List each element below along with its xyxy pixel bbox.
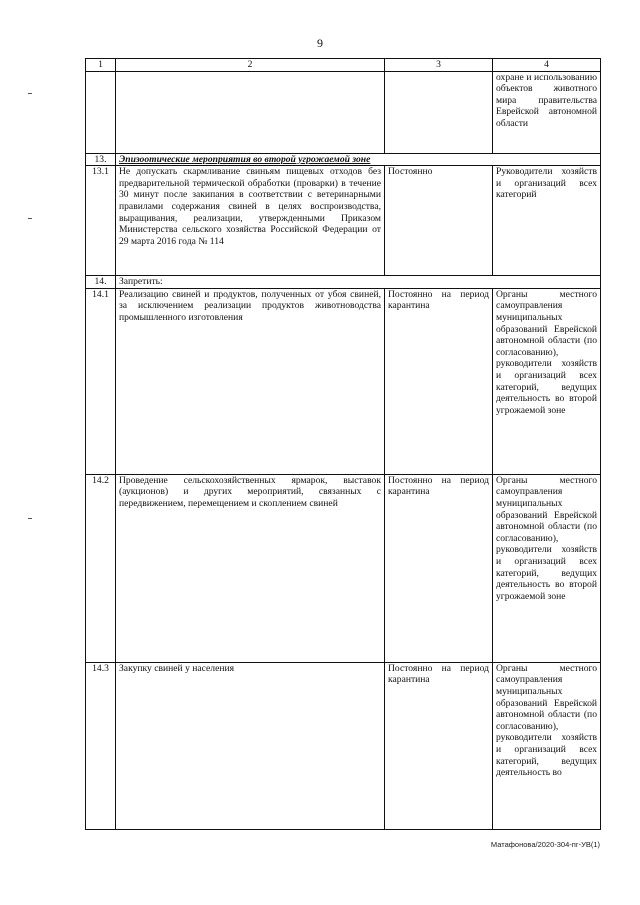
cell-term: Постоянно на период карантина	[385, 474, 493, 662]
cell-text: Закупку свиней у населения	[116, 662, 385, 829]
margin-mark	[28, 93, 32, 94]
table-header-row	[86, 59, 601, 72]
header-col-4: 4	[493, 59, 601, 72]
cell-responsible: Органы местного самоуправления муниципальных образований Еврейской автономной области (по согласованию), руководители хозяйств и организаций всех категорий, ведущих деятельность во второй угрожаемой зоне	[493, 474, 601, 662]
cell-text	[116, 71, 385, 153]
section-title: Запретить:	[116, 276, 601, 289]
section-row-13	[86, 153, 601, 166]
cell-term	[385, 71, 493, 153]
cell-num	[86, 71, 116, 153]
section-title: Эпизоотические мероприятия во второй угрожаемой зоне	[116, 153, 601, 166]
cell-term: Постоянно на период карантина	[385, 662, 493, 829]
cell-num: 13.1	[86, 166, 116, 276]
measures-table	[85, 58, 601, 830]
table-row-continued	[86, 71, 601, 153]
table-row-14-2	[86, 474, 601, 662]
table-row-14-1	[86, 288, 601, 474]
margin-mark	[28, 218, 32, 219]
margin-mark	[28, 518, 32, 519]
cell-term: Постоянно на период карантина	[385, 288, 493, 474]
cell-responsible: Органы местного самоуправления муниципальных образований Еврейской автономной области (по согласованию), руководители хозяйств и организаций всех категорий, ведущих деятельность во	[493, 662, 601, 829]
cell-responsible: Руководители хозяйств и организаций всех категорий	[493, 166, 601, 276]
cell-num: 14.2	[86, 474, 116, 662]
page-number: 9	[317, 36, 323, 50]
cell-responsible: охране и использованию объектов животного мира правительства Еврейской автономной области	[493, 71, 601, 153]
cell-term: Постоянно	[385, 166, 493, 276]
header-col-3: 3	[385, 59, 493, 72]
cell-responsible: Органы местного самоуправления муниципальных образований Еврейской автономной области (по согласованию), руководители хозяйств и организаций всех категорий, ведущих деятельность во второй угрожаемой зоне	[493, 288, 601, 474]
cell-text: Проведение сельскохозяйственных ярмарок, выставок (аукционов) и других мероприятий, связанных с передвижением, перемещением и скоплением свиней	[116, 474, 385, 662]
section-num: 13.	[86, 153, 116, 166]
table-row-13-1	[86, 166, 601, 276]
section-num: 14.	[86, 276, 116, 289]
cell-text: Не допускать скармливание свиньям пищевых отходов без предварительной термической обработки (проварки) в течение 30 минут после закипания в соответствии с ветеринарными правилами содержания свиней в целях воспроизводства, выращивания, реализации, утвержденными Приказом Министерства сельского хозяйства Российской Федерации от 29 марта 2016 года № 114	[116, 166, 385, 276]
table-row-14-3	[86, 662, 601, 829]
section-row-14	[86, 276, 601, 289]
cell-num: 14.3	[86, 662, 116, 829]
header-col-1: 1	[86, 59, 116, 72]
cell-text: Реализацию свиней и продуктов, полученных от убоя свиней, за исключением реализации продуктов животноводства промышленного изготовления	[116, 288, 385, 474]
document-code: Матафонова/2020-304-пг-УВ(1)	[490, 840, 600, 849]
cell-num: 14.1	[86, 288, 116, 474]
header-col-2: 2	[116, 59, 385, 72]
